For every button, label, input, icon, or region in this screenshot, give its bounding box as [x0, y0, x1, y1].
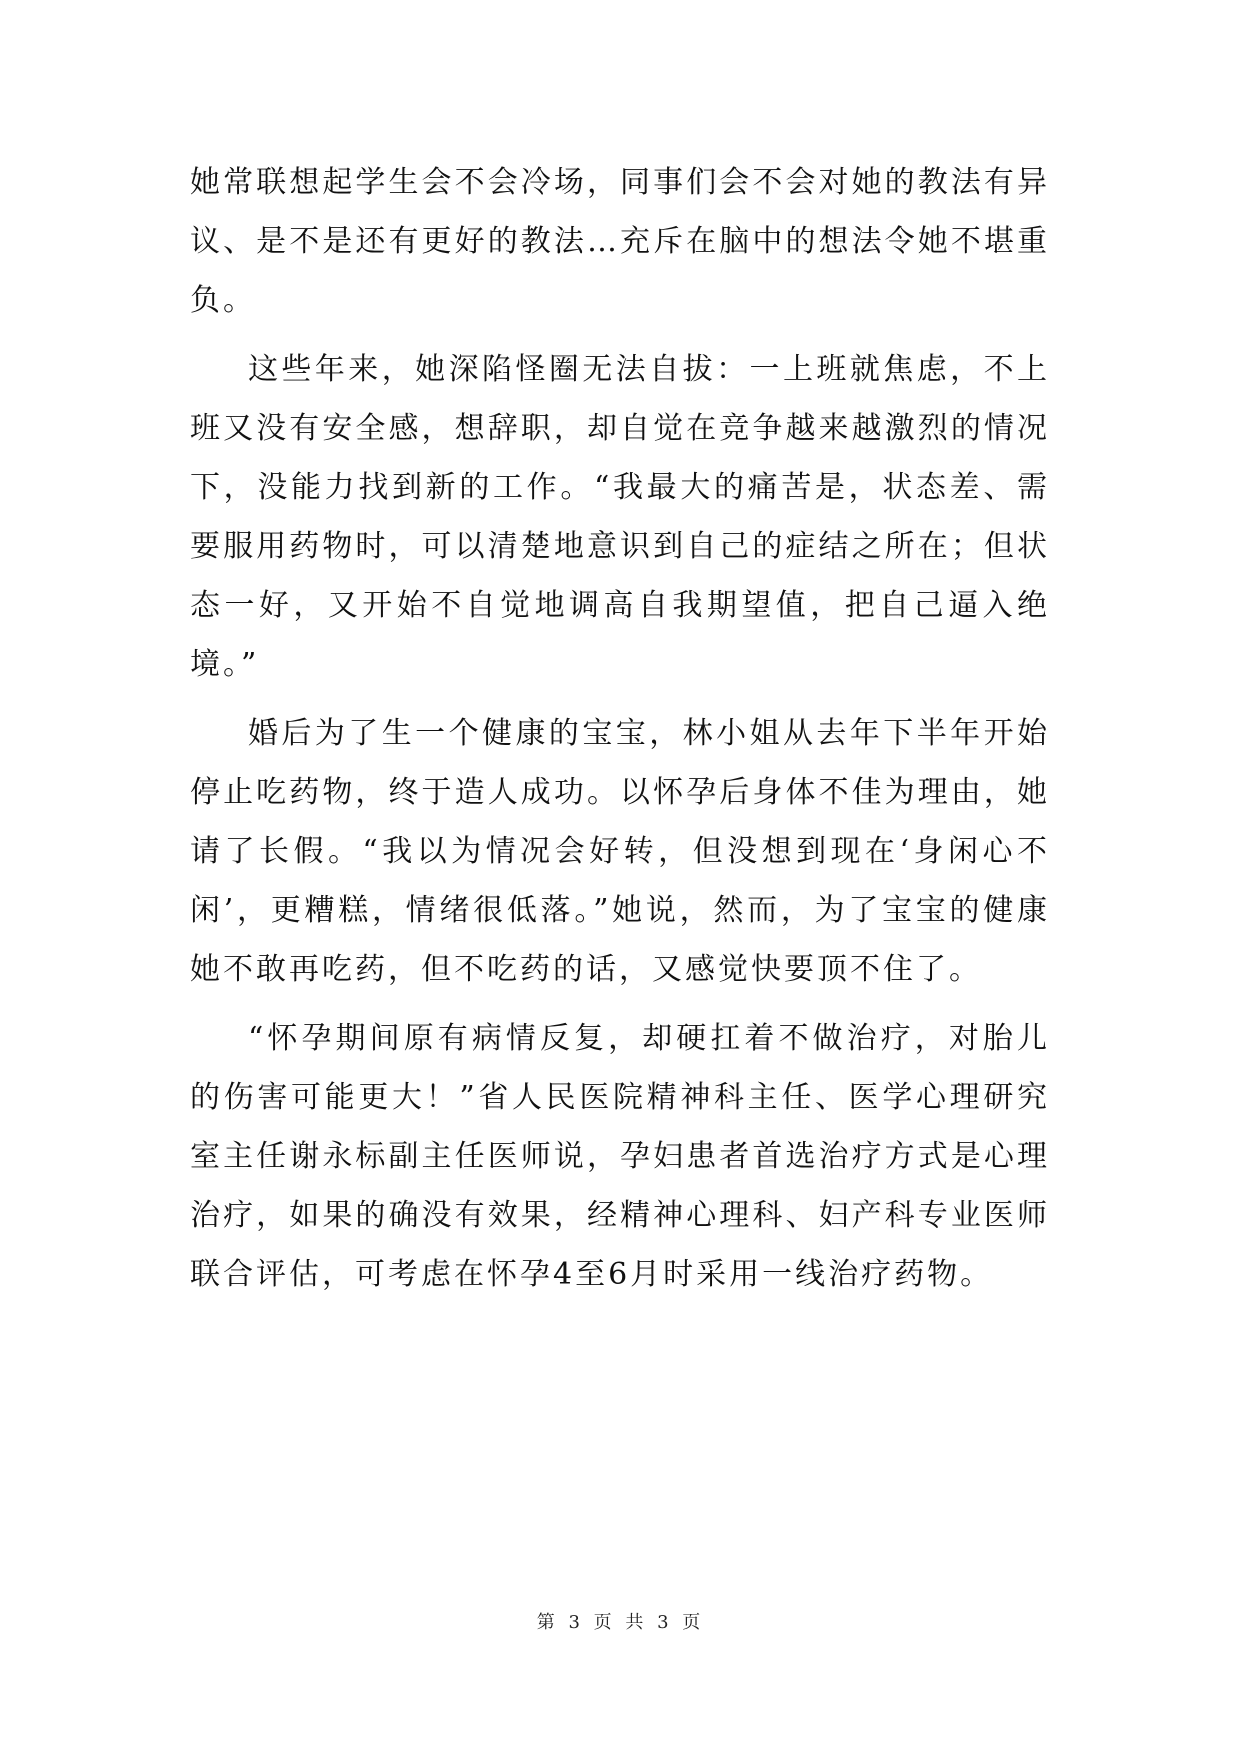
footer-suffix: 页 — [682, 1612, 705, 1633]
paragraph: “怀孕期间原有病情反复，却硬扛着不做治疗，对胎儿的伤害可能更大！”省人民医院精神科主任、医学心理研究室主任谢永标副主任医师说，孕妇患者首选治疗方式是心理治疗，如果的确没有效果，经精神心理科、妇产科专业医师联合评估，可考虑在怀孕4至6月时采用一线治疗药物。 — [190, 1021, 1050, 1292]
document-body — [190, 153, 1050, 1304]
footer-total-pages: 3 — [657, 1612, 673, 1633]
footer-current-page: 3 — [568, 1612, 584, 1633]
footer-middle: 页 共 — [593, 1612, 648, 1633]
page-footer — [0, 1608, 1241, 1634]
paragraph: 这些年来，她深陷怪圈无法自拔：一上班就焦虑，不上班又没有安全感，想辞职，却自觉在竞争越来越激烈的情况下，没能力找到新的工作。“我最大的痛苦是，状态差、需要服用药物时，可以清楚地意识到自己的症结之所在；但状态一好，又开始不自觉地调高自我期望值，把自己逼入绝境。” — [190, 352, 1050, 682]
paragraph: 婚后为了生一个健康的宝宝，林小姐从去年下半年开始停止吃药物，终于造人成功。以怀孕后身体不佳为理由，她请了长假。“我以为情况会好转，但没想到现在‘身闲心不闲’，更糟糕，情绪很低落。”她说，然而，为了宝宝的健康她不敢再吃药，但不吃药的话，又感觉快要顶不住了。 — [190, 716, 1050, 987]
footer-prefix: 第 — [536, 1612, 559, 1633]
paragraph-continued: 她常联想起学生会不会冷场，同事们会不会对她的教法有异议、是不是还有更好的教法…充斥在脑中的想法令她不堪重负。 — [190, 165, 1050, 318]
